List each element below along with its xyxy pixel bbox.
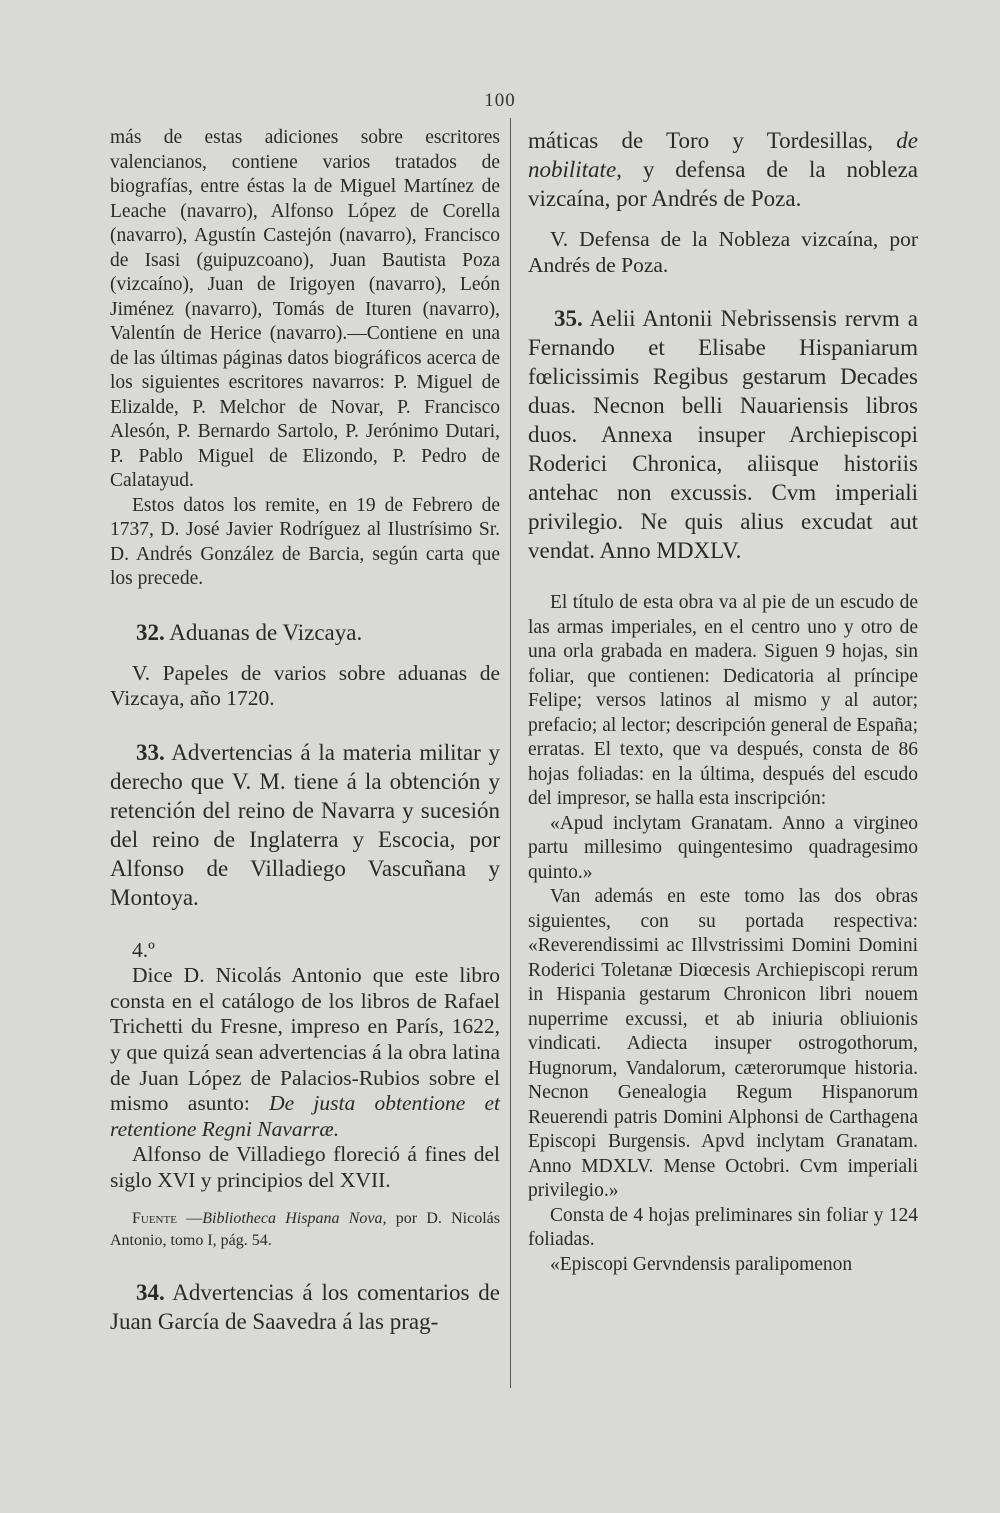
source-dash: — (176, 1209, 203, 1227)
entry-33-author-note: Alfonso de Villadiego floreció á fines del siglo XVI y principios del XVII. (110, 1142, 500, 1193)
entry-35-description: El título de esta obra va al pie de un escudo de las armas imperiales, en el centro uno y otro de una orla grabada en madera. Siguen 9 hojas, sin foliar, que contienen: Dedicatoria al príncipe Felipe; versos latinos al mismo y al autor; prefacio; al lector; descripción general de España; erratas. El texto, que va después, consta de 86 hojas foliadas: en la última, después del escudo del impresor, se halla esta inscripción: (528, 592, 918, 810)
entry-34-number: 34. (136, 1279, 165, 1305)
entry-33-note (110, 963, 500, 1142)
entry-33-format: 4.º (132, 937, 155, 962)
entry-33-title: Advertencias á la materia militar y derecho que V. M. tiene á la obtención y retención del reino de Navarra y sucesión del reino de Inglaterra y Escocia, por Alfonso de Villadiego Vascuñana y Montoya. (110, 739, 500, 910)
page-number: 100 (484, 90, 516, 111)
entry-35-next-work: «Episcopi Gervndensis paralipomenon (550, 1253, 853, 1275)
letter-note-paragraph: Estos datos los remite, en 19 de Febrero de 1737, D. José Javier Rodríguez al Ilustrísimo Sr. D. Andrés González de Barcia, según carta que los precede. (110, 494, 500, 589)
right-column (528, 126, 918, 1277)
entry-34-heading (110, 1278, 500, 1336)
source-note (110, 1208, 500, 1252)
entry-32-description: V. Papeles de varios sobre aduanas de Vizcaya, año 1720. (110, 660, 500, 711)
source-title: Bibliotheca Hispana Nova, (202, 1209, 387, 1227)
entry-34-title: Advertencias á los comentarios de Juan García de Saavedra á las prag- (110, 1279, 501, 1334)
source-rest: por D. Nicolás Antonio, tomo I, pág. 54. (110, 1209, 501, 1249)
entry-32-heading (110, 618, 500, 647)
entry-34-cont-text: máticas de Toro y Tordesillas, (528, 128, 897, 153)
entry-35-heading (528, 304, 918, 565)
continuation-paragraph: más de estas adiciones sobre escritores valencianos, contiene varios tratados de biografías, entre éstas la de Miguel Martínez de Leache (navarro), Alfonso López de Corella (navarro), Agustín Castejón (navarro), Francisco de Isasi (guipuzcoano), Juan Bautista Poza (vizcaíno), Juan de Irigoyen (navarro), León Jiménez (navarro), Tomás de Ituren (navarro), Valentín de Herice (navarro).—Contiene en una de las últimas páginas datos biográficos acerca de los siguientes escritores navarros: P. Miguel de Elizalde, P. Melchor de Novar, P. Francisco Alesón, P. Bernardo Sartolo, P. Jerónimo Dutari, P. Pablo Miguel de Elizondo, P. Pedro de Calatayud. (110, 127, 500, 491)
entry-34-description: V. Defensa de la Nobleza vizcaína, por Andrés de Poza. (528, 227, 918, 277)
entry-34-cont-italic: de nobilitate, (528, 128, 918, 182)
column-divider (510, 118, 511, 1388)
entry-33-number: 33. (136, 739, 165, 765)
entry-35-number: 35. (554, 306, 583, 332)
entry-32-title: Aduanas de Vizcaya. (169, 619, 363, 645)
entry-33-note-text: Dice D. Nicolás Antonio que este libro consta en el catálogo de los libros de Rafael Trichetti du Fresne, impreso en París, 1622, y que quizá sean advertencias á la obra latina de Juan López de Palacios-Rubios sobre el mismo asunto: (110, 963, 500, 1116)
entry-33-note-italic: De justa obtentione et retentione Regni Navarræ. (110, 1091, 500, 1141)
entry-35-additional-works: Van además en este tomo las dos obras siguientes, con su portada respectiva: «Reverendissimi ac Illvstrissimi Domini Domini Roderici Toletanæ Diœcesis Archiepiscopi rerum in Hispania gestarum Chronicon libri nouem nuperrime excussi, et ab iniuria obliuionis vindicati. Adiecta insuper ostrogothorum, Hugnorum, Vandalorum, cæterorumque historia. Necnon Genealogia Regum Hispanorum Reuerendi patris Domini Alphonsi de Carthagena Episcopi Burgensis. Apvd inclytam Granatam. Anno MDXLV. Mense Octobri. Cvm imperiali privilegio.» (528, 886, 918, 1202)
entry-34-continuation (528, 126, 918, 213)
entry-34-cont-text-end: y defensa de la nobleza vizcaína, por Andrés de Poza. (528, 157, 918, 211)
entry-35-folios: Consta de 4 hojas preliminares sin foliar y 124 foliadas. (528, 1204, 918, 1251)
source-label: Fuente (132, 1209, 177, 1227)
entry-33-heading (110, 738, 500, 912)
entry-35-inscription: «Apud inclytam Granatam. Anno a virgineo partu millesimo quingentesimo quadragesimo quinto.» (528, 812, 918, 883)
entry-32-number: 32. (136, 619, 165, 645)
left-column (110, 126, 500, 1336)
entry-35-title: Aelii Antonii Nebrissensis rervm a Fernando et Elisabe Hispaniarum fœlicissimis Regibus gestarum Decades duas. Necnon belli Nauariensis libros duos. Annexa insuper Archiepiscopi Roderici Chronica, aliisque historiis antehac non excussis. Cvm imperiali privilegio. Ne quis alius excudat aut vendat. Anno MDXLV. (528, 306, 918, 564)
